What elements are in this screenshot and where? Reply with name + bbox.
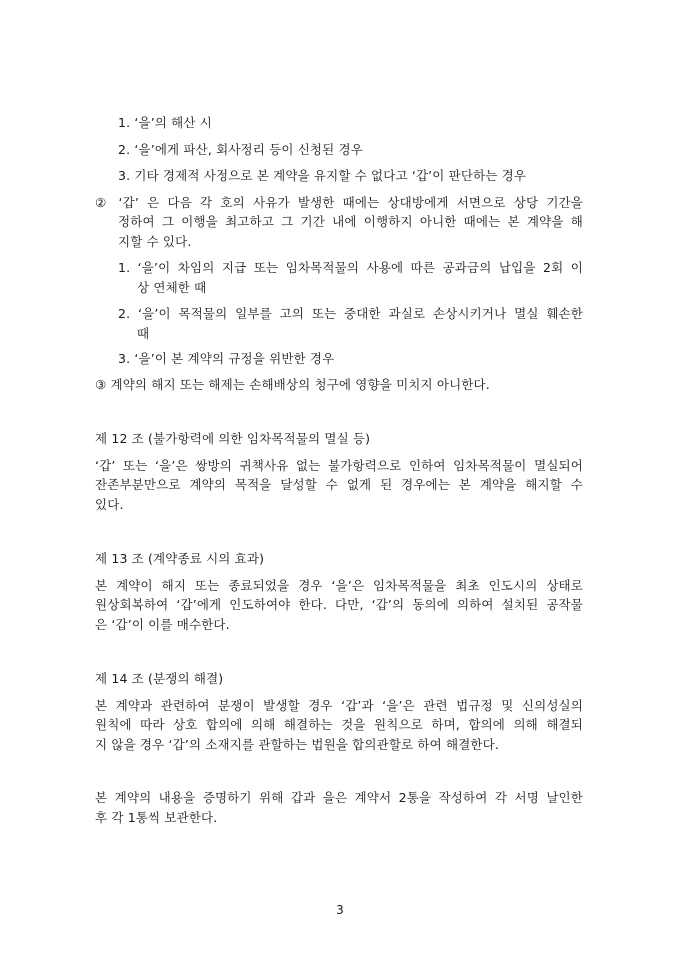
list-item-damage-line-2: 때 <box>137 326 150 341</box>
article-14-line-3: 지 않을 경우 ‘갑’의 소재지를 관할하는 법원을 합의관할로 하여 해결한다. <box>95 737 500 752</box>
article-14-heading: 제 14 조 (분쟁의 해결) <box>95 671 224 686</box>
closing-line-2: 후 각 1통씩 보관한다. <box>95 810 218 825</box>
list-item-dissolution: 1. ‘을’의 해산 시 <box>118 115 212 130</box>
closing-line-1: 본 계약의 내용을 증명하기 위해 갑과 을은 계약서 2통을 작성하여 각 서명 날인한 <box>95 790 583 805</box>
article-12-heading: 제 12 조 (불가항력에 의한 임차목적물의 멸실 등) <box>95 431 371 446</box>
list-item-arrears-line-2: 상 연체한 때 <box>137 280 207 295</box>
page-number: 3 <box>336 903 344 917</box>
article-14-line-2: 원칙에 따라 상호 합의에 의해 해결하는 것을 원칙으로 하며, 합의에 의해 해결되 <box>95 717 583 732</box>
article-14-line-1: 본 계약과 관련하여 분쟁이 발생할 경우 ‘갑’과 ‘을’은 관련 법규정 및 신의성실의 <box>95 698 583 713</box>
list-item-economic: 3. 기타 경제적 사정으로 본 계약을 유지할 수 없다고 ‘갑’이 판단하는 경우 <box>118 168 527 183</box>
article-13-line-2: 원상회복하여 ‘갑’에게 인도하여야 한다. 다만, ‘갑’의 동의에 의하여 설치된 공작물 <box>95 597 583 612</box>
article-13-line-3: 은 ‘갑’이 이를 매수한다. <box>95 617 230 632</box>
clause-2-line-3: 지할 수 있다. <box>118 234 192 249</box>
article-13-heading: 제 13 조 (계약종료 시의 효과) <box>95 551 265 566</box>
clause-2-line-1: ② ‘갑’ 은 다음 각 호의 사유가 발생한 때에는 상대방에게 서면으로 상당 기간을 <box>95 195 583 210</box>
list-item-damage-line-1: 2. ‘을’이 목적물의 일부를 고의 또는 중대한 과실로 손상시키거나 멸실 훼손한 <box>118 306 583 321</box>
list-item-bankruptcy: 2. ‘을’에게 파산, 회사정리 등이 신청된 경우 <box>118 142 363 157</box>
clause-3: ③ 계약의 해지 또는 해제는 손해배상의 청구에 영향을 미치지 아니한다. <box>95 377 490 392</box>
article-12-line-3: 있다. <box>95 497 124 512</box>
article-13-line-1: 본 계약이 해지 또는 종료되었을 경우 ‘을’은 임차목적물을 최초 인도시의 상태로 <box>95 578 583 593</box>
list-item-arrears-line-1: 1. ‘을’이 차임의 지급 또는 임차목적물의 사용에 따른 공과금의 납입을 2회 이 <box>118 260 583 275</box>
article-12-line-2: 잔존부분만으로 계약의 목적을 달성할 수 없게 된 경우에는 본 계약을 해지할 수 <box>95 477 583 492</box>
list-item-violation: 3. ‘을’이 본 계약의 규정을 위반한 경우 <box>118 351 335 366</box>
article-12-line-1: ‘갑’ 또는 ‘을’은 쌍방의 귀책사유 없는 불가항력으로 인하여 임차목적물이 멸실되어 <box>95 458 583 473</box>
clause-2-line-2: 정하여 그 이행을 최고하고 그 기간 내에 이행하지 아니한 때에는 본 계약을 해 <box>118 214 583 229</box>
